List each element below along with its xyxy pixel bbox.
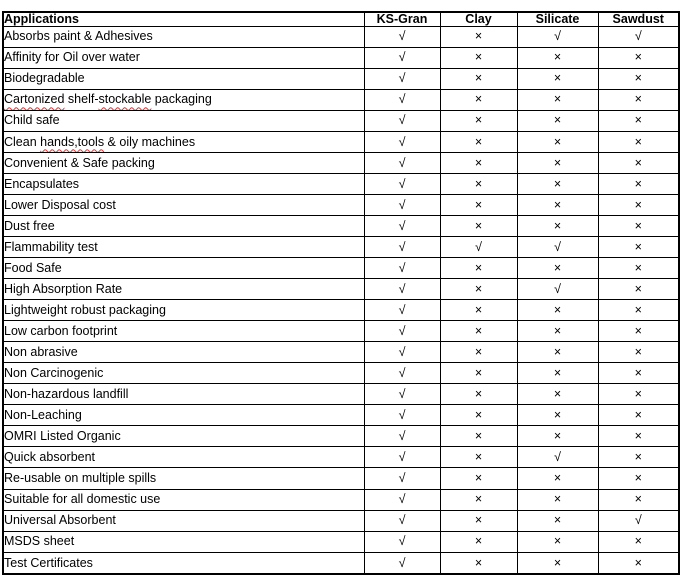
label-text: Child safe <box>4 113 60 128</box>
application-label-cell <box>3 300 364 321</box>
application-label-cell <box>3 258 364 279</box>
cross-mark: × <box>598 279 679 300</box>
check-mark: √ <box>364 384 440 405</box>
cross-mark: × <box>598 363 679 384</box>
check-mark: √ <box>517 447 598 468</box>
application-label-cell <box>3 342 364 363</box>
label-text: Non abrasive <box>4 344 78 359</box>
cross-mark: × <box>440 131 517 152</box>
table-row <box>3 468 679 489</box>
cross-mark: × <box>440 342 517 363</box>
table-row <box>3 173 679 194</box>
cross-mark: × <box>517 405 598 426</box>
application-label-cell <box>3 531 364 552</box>
table-row <box>3 531 679 552</box>
cross-mark: × <box>598 68 679 89</box>
cross-mark: × <box>598 47 679 68</box>
check-mark: √ <box>364 173 440 194</box>
cross-mark: × <box>440 26 517 47</box>
cross-mark: × <box>440 89 517 110</box>
table-row <box>3 258 679 279</box>
cross-mark: × <box>517 131 598 152</box>
check-mark: √ <box>364 26 440 47</box>
cross-mark: × <box>517 47 598 68</box>
check-mark: √ <box>364 194 440 215</box>
table-row <box>3 489 679 510</box>
cross-mark: × <box>517 363 598 384</box>
label-text: Biodegradable <box>4 71 85 86</box>
table-row <box>3 194 679 215</box>
cross-mark: × <box>440 47 517 68</box>
application-label-cell <box>3 447 364 468</box>
application-label-cell <box>3 110 364 131</box>
check-mark: √ <box>364 152 440 173</box>
cross-mark: × <box>517 110 598 131</box>
cross-mark: × <box>598 468 679 489</box>
check-mark: √ <box>364 131 440 152</box>
cross-mark: × <box>598 194 679 215</box>
table-row <box>3 447 679 468</box>
cross-mark: × <box>440 531 517 552</box>
cross-mark: × <box>440 173 517 194</box>
label-text: High Absorption Rate <box>4 281 123 296</box>
cross-mark: × <box>517 321 598 342</box>
application-label-cell <box>3 552 364 574</box>
label-text: Re-usable on multiple spills <box>4 471 157 486</box>
check-mark: √ <box>598 510 679 531</box>
misspelled-word: Cartonized <box>4 92 65 107</box>
table-row <box>3 510 679 531</box>
cross-mark: × <box>440 321 517 342</box>
check-mark: √ <box>517 236 598 257</box>
cross-mark: × <box>440 152 517 173</box>
cross-mark: × <box>598 489 679 510</box>
table-row <box>3 321 679 342</box>
cross-mark: × <box>598 131 679 152</box>
label-text: & oily machines <box>104 134 196 149</box>
check-mark: √ <box>364 489 440 510</box>
table-row <box>3 426 679 447</box>
cross-mark: × <box>517 531 598 552</box>
cross-mark: × <box>440 468 517 489</box>
check-mark: √ <box>364 468 440 489</box>
check-mark: √ <box>440 236 517 257</box>
check-mark: √ <box>364 321 440 342</box>
check-mark: √ <box>364 47 440 68</box>
cross-mark: × <box>517 68 598 89</box>
table-row <box>3 384 679 405</box>
table-row <box>3 300 679 321</box>
cross-mark: × <box>517 152 598 173</box>
application-label-cell <box>3 510 364 531</box>
check-mark: √ <box>598 26 679 47</box>
check-mark: √ <box>364 426 440 447</box>
table-row <box>3 131 679 152</box>
check-mark: √ <box>364 89 440 110</box>
cross-mark: × <box>598 152 679 173</box>
application-label-cell <box>3 152 364 173</box>
cross-mark: × <box>440 300 517 321</box>
cross-mark: × <box>598 258 679 279</box>
cross-mark: × <box>517 510 598 531</box>
application-label-cell <box>3 363 364 384</box>
cross-mark: × <box>517 194 598 215</box>
check-mark: √ <box>364 342 440 363</box>
table-row <box>3 279 679 300</box>
cross-mark: × <box>598 426 679 447</box>
label-text: MSDS sheet <box>4 534 75 549</box>
application-label-cell <box>3 236 364 257</box>
cross-mark: × <box>598 89 679 110</box>
label-text: packaging <box>151 92 212 107</box>
table-row <box>3 152 679 173</box>
cross-mark: × <box>440 194 517 215</box>
check-mark: √ <box>364 531 440 552</box>
cross-mark: × <box>440 258 517 279</box>
label-text: Low carbon footprint <box>4 323 118 338</box>
cross-mark: × <box>440 489 517 510</box>
cross-mark: × <box>598 110 679 131</box>
table-row <box>3 342 679 363</box>
cross-mark: × <box>517 468 598 489</box>
table-row <box>3 236 679 257</box>
cross-mark: × <box>598 215 679 236</box>
label-text: Convenient & Safe packing <box>4 155 155 170</box>
cross-mark: × <box>598 531 679 552</box>
cross-mark: × <box>440 68 517 89</box>
label-text: Food Safe <box>4 260 62 275</box>
check-mark: √ <box>364 300 440 321</box>
cross-mark: × <box>517 89 598 110</box>
label-text: Non Carcinogenic <box>4 366 104 381</box>
misspelled-word: stockable <box>98 92 152 107</box>
cross-mark: × <box>440 110 517 131</box>
applications-comparison-table <box>2 11 680 575</box>
label-text: Test Certificates <box>4 555 93 570</box>
application-label-cell <box>3 89 364 110</box>
table-row <box>3 68 679 89</box>
application-label-cell <box>3 489 364 510</box>
check-mark: √ <box>364 405 440 426</box>
cross-mark: × <box>440 426 517 447</box>
table-row <box>3 552 679 574</box>
column-header-clay: Clay <box>440 12 517 26</box>
cross-mark: × <box>517 342 598 363</box>
check-mark: √ <box>517 279 598 300</box>
cross-mark: × <box>598 236 679 257</box>
application-label-cell <box>3 131 364 152</box>
table-row <box>3 405 679 426</box>
label-text: Lower Disposal cost <box>4 197 116 212</box>
cross-mark: × <box>598 447 679 468</box>
application-label-cell <box>3 26 364 47</box>
column-header-applications: Applications <box>3 12 364 26</box>
cross-mark: × <box>440 384 517 405</box>
label-text: Absorbs paint & Adhesives <box>4 29 153 44</box>
cross-mark: × <box>598 321 679 342</box>
label-text: Suitable for all domestic use <box>4 492 161 507</box>
cross-mark: × <box>440 510 517 531</box>
cross-mark: × <box>517 426 598 447</box>
check-mark: √ <box>364 279 440 300</box>
check-mark: √ <box>364 68 440 89</box>
table-row <box>3 110 679 131</box>
label-text: Encapsulates <box>4 176 80 191</box>
application-label-cell <box>3 173 364 194</box>
label-text: Clean <box>4 134 41 149</box>
check-mark: √ <box>364 258 440 279</box>
check-mark: √ <box>364 363 440 384</box>
check-mark: √ <box>364 447 440 468</box>
check-mark: √ <box>364 110 440 131</box>
label-text: Quick absorbent <box>4 450 96 465</box>
cross-mark: × <box>517 384 598 405</box>
application-label-cell <box>3 426 364 447</box>
cross-mark: × <box>440 552 517 574</box>
check-mark: √ <box>517 26 598 47</box>
label-text: Universal Absorbent <box>4 513 116 528</box>
column-header-silicate: Silicate <box>517 12 598 26</box>
cross-mark: × <box>517 173 598 194</box>
table-row <box>3 26 679 47</box>
cross-mark: × <box>517 258 598 279</box>
table-row <box>3 215 679 236</box>
table-row <box>3 89 679 110</box>
cross-mark: × <box>598 342 679 363</box>
cross-mark: × <box>598 552 679 574</box>
label-text: Non-Leaching <box>4 408 82 423</box>
cross-mark: × <box>517 215 598 236</box>
cross-mark: × <box>598 173 679 194</box>
cross-mark: × <box>440 215 517 236</box>
cross-mark: × <box>598 300 679 321</box>
label-text: Affinity for Oil over water <box>4 50 140 65</box>
check-mark: √ <box>364 552 440 574</box>
application-label-cell <box>3 194 364 215</box>
application-label-cell <box>3 215 364 236</box>
label-text: Flammability test <box>4 239 98 254</box>
column-header-ks-gran: KS-Gran <box>364 12 440 26</box>
application-label-cell <box>3 68 364 89</box>
cross-mark: × <box>440 447 517 468</box>
label-text: OMRI Listed Organic <box>4 429 121 444</box>
application-label-cell <box>3 405 364 426</box>
misspelled-word: hands,tools <box>40 134 105 149</box>
cross-mark: × <box>440 405 517 426</box>
column-header-sawdust: Sawdust <box>598 12 679 26</box>
check-mark: √ <box>364 215 440 236</box>
table-header-row <box>3 12 679 26</box>
table-row <box>3 47 679 68</box>
cross-mark: × <box>440 363 517 384</box>
cross-mark: × <box>598 405 679 426</box>
label-text: Non-hazardous landfill <box>4 387 129 402</box>
cross-mark: × <box>440 279 517 300</box>
table-row <box>3 363 679 384</box>
cross-mark: × <box>517 489 598 510</box>
check-mark: √ <box>364 510 440 531</box>
label-text: Lightweight robust packaging <box>4 302 166 317</box>
cross-mark: × <box>517 300 598 321</box>
application-label-cell <box>3 384 364 405</box>
label-text: Dust free <box>4 218 55 233</box>
application-label-cell <box>3 321 364 342</box>
application-label-cell <box>3 279 364 300</box>
cross-mark: × <box>517 552 598 574</box>
label-text: shelf- <box>64 92 99 107</box>
check-mark: √ <box>364 236 440 257</box>
cross-mark: × <box>598 384 679 405</box>
application-label-cell <box>3 47 364 68</box>
application-label-cell <box>3 468 364 489</box>
